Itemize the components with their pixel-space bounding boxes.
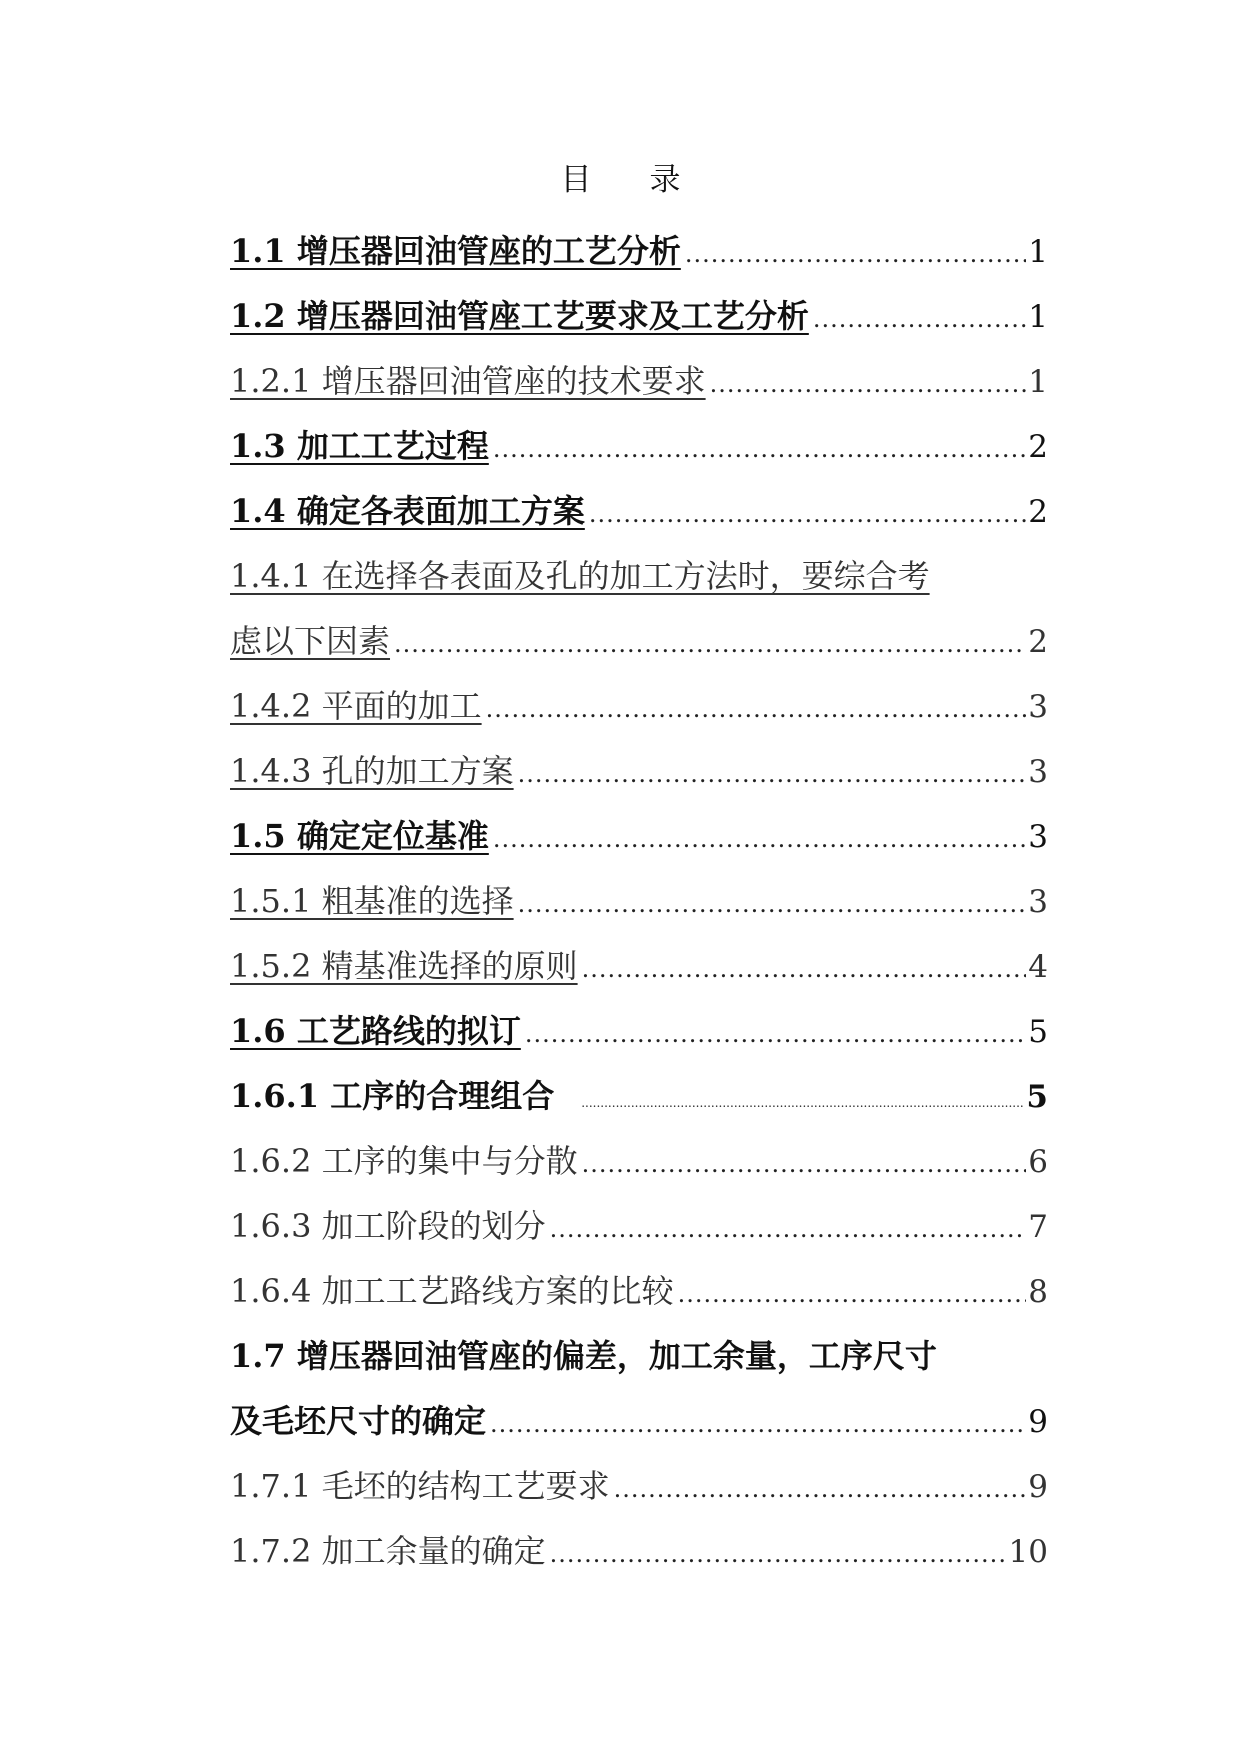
toc-entry-label: 1.7.1 毛坯的结构工艺要求 — [230, 1467, 610, 1505]
toc-entry-1-4-3[interactable] — [230, 739, 1048, 804]
toc-entry-1-5-2[interactable] — [230, 934, 1048, 999]
toc-entry-1-5[interactable] — [230, 804, 1048, 869]
toc-leader-dots — [589, 482, 1026, 547]
toc-title — [0, 160, 1241, 200]
toc-leader-dots — [394, 612, 1026, 677]
toc-page-number: 1 — [1028, 364, 1048, 400]
toc-entry-label: 1.6.1 工序的合理组合 — [230, 1077, 555, 1115]
toc-entry-label: 1.6 工艺路线的拟订 — [230, 1012, 521, 1050]
toc-entry-label: 1.6.3 加工阶段的划分 — [230, 1207, 546, 1245]
toc-entry-label-line-2: 及毛坯尺寸的确定 — [230, 1402, 487, 1440]
toc-title-char-2: 录 — [649, 162, 681, 198]
toc-page-number: 8 — [1028, 1274, 1048, 1310]
toc-entry-1-7-1[interactable] — [230, 1454, 1048, 1519]
toc-leader-dots — [518, 742, 1027, 807]
toc-leader-dots — [525, 1002, 1026, 1067]
toc-entry-1-1[interactable] — [230, 219, 1048, 284]
toc-page-number: 3 — [1028, 754, 1048, 790]
toc-leader-dots — [614, 1457, 1027, 1522]
toc-entry-1-6-3[interactable] — [230, 1194, 1048, 1259]
toc-entry-1-6-2[interactable] — [230, 1129, 1048, 1194]
toc-entry-label-line-2: 虑以下因素 — [230, 622, 391, 660]
toc-leader-dots — [493, 807, 1026, 872]
toc-leader-dots — [550, 1522, 1007, 1587]
toc-entry-1-7-2[interactable] — [230, 1519, 1048, 1584]
toc-leader-dots — [550, 1197, 1027, 1262]
toc-title-char-1: 目 — [560, 162, 592, 198]
toc-page-number: 1 — [1028, 299, 1048, 335]
toc-page-number: 6 — [1028, 1144, 1048, 1180]
toc-leader-dots — [685, 222, 1026, 287]
toc-entry-label: 1.7.2 加工余量的确定 — [230, 1532, 546, 1570]
toc-leader-dots — [493, 417, 1026, 482]
toc-entry-1-2-1[interactable] — [230, 349, 1048, 414]
toc-leader-dots — [582, 1132, 1027, 1197]
toc-page-number: 7 — [1028, 1209, 1048, 1245]
toc-entry-1-4-2[interactable] — [230, 674, 1048, 739]
toc-entry-label: 1.4.2 平面的加工 — [230, 687, 482, 725]
toc-entry-label: 1.4 确定各表面加工方案 — [230, 492, 585, 530]
toc-leader-dots — [710, 352, 1027, 417]
toc-page-number: 2 — [1028, 494, 1048, 530]
toc-page-number: 3 — [1028, 819, 1048, 855]
toc-entry-label-line-1 — [230, 544, 1048, 609]
toc-entry-label: 1.6.4 加工工艺路线方案的比较 — [230, 1272, 674, 1310]
toc-entry-1-4[interactable] — [230, 479, 1048, 544]
toc-entry-label: 1.5.2 精基准选择的原则 — [230, 947, 578, 985]
table-of-contents — [230, 219, 1048, 1584]
toc-entry-line-2 — [230, 609, 1048, 674]
toc-entry-label-line-1: 1.7 增压器回油管座的偏差，加工余量，工序尺寸 — [230, 1337, 937, 1375]
toc-entry-1-4-1[interactable] — [230, 544, 1048, 674]
toc-entry-1-6-1[interactable] — [230, 1064, 1048, 1129]
toc-entry-1-3[interactable] — [230, 414, 1048, 479]
toc-page-number: 5 — [1028, 1014, 1048, 1050]
toc-entry-label: 1.2.1 增压器回油管座的技术要求 — [230, 362, 706, 400]
toc-page-number: 9 — [1028, 1469, 1048, 1505]
toc-page-number: 2 — [1028, 429, 1048, 465]
toc-page-number: 5 — [1026, 1079, 1048, 1115]
toc-page-number: 3 — [1028, 884, 1048, 920]
toc-leader-dots — [581, 1071, 1024, 1136]
toc-page-number: 4 — [1028, 949, 1048, 985]
toc-page-number: 3 — [1028, 689, 1048, 725]
toc-entry-label: 1.5 确定定位基准 — [230, 817, 489, 855]
toc-entry-1-7[interactable] — [230, 1324, 1048, 1454]
toc-leader-dots — [813, 287, 1026, 352]
toc-page-number: 2 — [1028, 624, 1048, 660]
toc-entry-label: 1.2 增压器回油管座工艺要求及工艺分析 — [230, 297, 809, 335]
toc-page-number: 1 — [1028, 234, 1048, 270]
toc-entry-1-2[interactable] — [230, 284, 1048, 349]
toc-leader-dots — [490, 1392, 1026, 1457]
toc-entry-label: 1.6.2 工序的集中与分散 — [230, 1142, 578, 1180]
toc-leader-dots — [518, 872, 1027, 937]
toc-entry-label: 1.3 加工工艺过程 — [230, 427, 489, 465]
toc-leader-dots — [486, 677, 1027, 742]
toc-leader-dots — [582, 937, 1027, 1002]
toc-entry-1-6-4[interactable] — [230, 1259, 1048, 1324]
toc-entry-label-text: 1.4.1 在选择各表面及孔的加工方法时，要综合考 — [230, 557, 930, 595]
toc-entry-1-5-1[interactable] — [230, 869, 1048, 934]
toc-entry-label: 1.1 增压器回油管座的工艺分析 — [230, 232, 681, 270]
toc-page-number: 10 — [1008, 1534, 1048, 1570]
toc-entry-line-2 — [230, 1389, 1048, 1454]
toc-entry-1-6[interactable] — [230, 999, 1048, 1064]
toc-entry-label: 1.4.3 孔的加工方案 — [230, 752, 514, 790]
toc-page-number: 9 — [1028, 1404, 1048, 1440]
toc-entry-label: 1.5.1 粗基准的选择 — [230, 882, 514, 920]
toc-leader-dots — [678, 1262, 1027, 1327]
